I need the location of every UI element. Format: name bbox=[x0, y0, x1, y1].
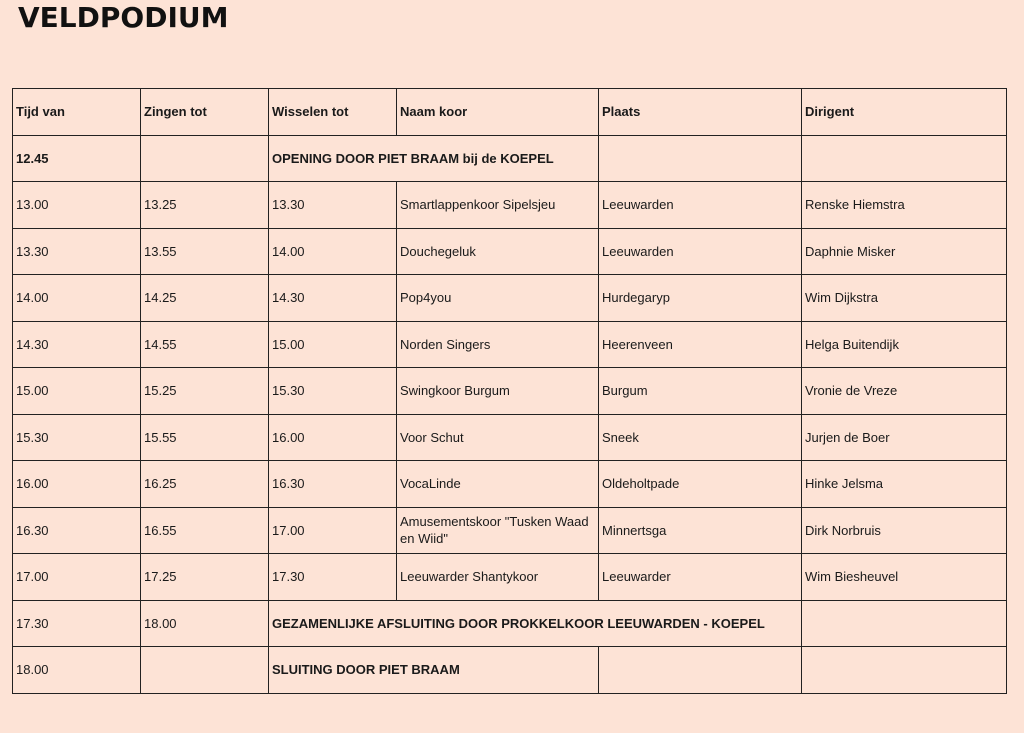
table-row bbox=[13, 507, 1007, 554]
cell-dirigent bbox=[802, 600, 1007, 647]
cell-zingen-tot bbox=[141, 135, 269, 182]
cell-zingen-tot: 14.25 bbox=[141, 275, 269, 322]
cell-zingen-tot: 16.55 bbox=[141, 507, 269, 554]
cell-plaats: Burgum bbox=[599, 368, 802, 415]
cell-wisselen-tot: 13.30 bbox=[269, 182, 397, 229]
cell-wisselen-tot: 14.00 bbox=[269, 228, 397, 275]
table-row bbox=[13, 228, 1007, 275]
cell-dirigent bbox=[802, 647, 1007, 694]
cell-wisselen-tot: 17.00 bbox=[269, 507, 397, 554]
cell-plaats: Minnertsga bbox=[599, 507, 802, 554]
cell-dirigent: Dirk Norbruis bbox=[802, 507, 1007, 554]
cell-dirigent bbox=[802, 135, 1007, 182]
cell-plaats: Leeuwarder bbox=[599, 554, 802, 601]
cell-wisselen-tot: 16.30 bbox=[269, 461, 397, 508]
cell-plaats: Sneek bbox=[599, 414, 802, 461]
table-row bbox=[13, 275, 1007, 322]
cell-tijd-van: 15.00 bbox=[13, 368, 141, 415]
cell-zingen-tot: 17.25 bbox=[141, 554, 269, 601]
cell-zingen-tot: 14.55 bbox=[141, 321, 269, 368]
schedule-table bbox=[12, 88, 1007, 694]
cell-wisselen-tot: 15.00 bbox=[269, 321, 397, 368]
header-tijd-van: Tijd van bbox=[13, 89, 141, 136]
cell-naam-koor: Leeuwarder Shantykoor bbox=[397, 554, 599, 601]
cell-tijd-van: 14.00 bbox=[13, 275, 141, 322]
cell-tijd-van: 16.30 bbox=[13, 507, 141, 554]
cell-naam-koor: Amusementskoor "Tusken Waad en Wiid" bbox=[397, 507, 599, 554]
cell-wisselen-tot: 14.30 bbox=[269, 275, 397, 322]
cell-dirigent: Hinke Jelsma bbox=[802, 461, 1007, 508]
table-row bbox=[13, 600, 1007, 647]
table-row bbox=[13, 321, 1007, 368]
table-row bbox=[13, 647, 1007, 694]
cell-dirigent: Daphnie Misker bbox=[802, 228, 1007, 275]
cell-naam-koor: Pop4you bbox=[397, 275, 599, 322]
cell-tijd-van: 18.00 bbox=[13, 647, 141, 694]
cell-plaats bbox=[599, 135, 802, 182]
cell-zingen-tot bbox=[141, 647, 269, 694]
cell-wisselen-tot: 16.00 bbox=[269, 414, 397, 461]
header-wisselen-tot: Wisselen tot bbox=[269, 89, 397, 136]
cell-wisselen-tot: 17.30 bbox=[269, 554, 397, 601]
table-row bbox=[13, 461, 1007, 508]
header-dirigent: Dirigent bbox=[802, 89, 1007, 136]
cell-event: SLUITING DOOR PIET BRAAM bbox=[269, 647, 599, 694]
cell-tijd-van: 14.30 bbox=[13, 321, 141, 368]
page-title: VELDPODIUM bbox=[18, 1, 229, 34]
cell-plaats: Hurdegaryp bbox=[599, 275, 802, 322]
cell-tijd-van: 16.00 bbox=[13, 461, 141, 508]
cell-naam-koor: Voor Schut bbox=[397, 414, 599, 461]
table-row bbox=[13, 368, 1007, 415]
cell-plaats: Heerenveen bbox=[599, 321, 802, 368]
header-row bbox=[13, 89, 1007, 136]
cell-dirigent: Jurjen de Boer bbox=[802, 414, 1007, 461]
cell-zingen-tot: 16.25 bbox=[141, 461, 269, 508]
table-row bbox=[13, 414, 1007, 461]
cell-zingen-tot: 13.25 bbox=[141, 182, 269, 229]
cell-tijd-van: 15.30 bbox=[13, 414, 141, 461]
cell-tijd-van: 17.30 bbox=[13, 600, 141, 647]
cell-tijd-van: 17.00 bbox=[13, 554, 141, 601]
cell-naam-koor: Douchegeluk bbox=[397, 228, 599, 275]
cell-event: GEZAMENLIJKE AFSLUITING DOOR PROKKELKOOR LEEUWARDEN - KOEPEL bbox=[269, 600, 802, 647]
cell-naam-koor: Smartlappenkoor Sipelsjeu bbox=[397, 182, 599, 229]
cell-tijd-van: 13.30 bbox=[13, 228, 141, 275]
cell-dirigent: Wim Dijkstra bbox=[802, 275, 1007, 322]
cell-plaats bbox=[599, 647, 802, 694]
cell-dirigent: Wim Biesheuvel bbox=[802, 554, 1007, 601]
cell-dirigent: Vronie de Vreze bbox=[802, 368, 1007, 415]
table-row bbox=[13, 182, 1007, 229]
cell-naam-koor: Norden Singers bbox=[397, 321, 599, 368]
cell-event: OPENING DOOR PIET BRAAM bij de KOEPEL bbox=[269, 135, 599, 182]
table-row bbox=[13, 135, 1007, 182]
cell-zingen-tot: 18.00 bbox=[141, 600, 269, 647]
cell-dirigent: Renske Hiemstra bbox=[802, 182, 1007, 229]
cell-tijd-van: 12.45 bbox=[13, 135, 141, 182]
cell-wisselen-tot: 15.30 bbox=[269, 368, 397, 415]
table-row bbox=[13, 554, 1007, 601]
header-zingen-tot: Zingen tot bbox=[141, 89, 269, 136]
cell-plaats: Leeuwarden bbox=[599, 228, 802, 275]
header-plaats: Plaats bbox=[599, 89, 802, 136]
cell-tijd-van: 13.00 bbox=[13, 182, 141, 229]
cell-naam-koor: Swingkoor Burgum bbox=[397, 368, 599, 415]
cell-dirigent: Helga Buitendijk bbox=[802, 321, 1007, 368]
cell-naam-koor: VocaLinde bbox=[397, 461, 599, 508]
cell-zingen-tot: 13.55 bbox=[141, 228, 269, 275]
cell-plaats: Leeuwarden bbox=[599, 182, 802, 229]
cell-zingen-tot: 15.25 bbox=[141, 368, 269, 415]
cell-plaats: Oldeholtpade bbox=[599, 461, 802, 508]
cell-zingen-tot: 15.55 bbox=[141, 414, 269, 461]
header-naam-koor: Naam koor bbox=[397, 89, 599, 136]
